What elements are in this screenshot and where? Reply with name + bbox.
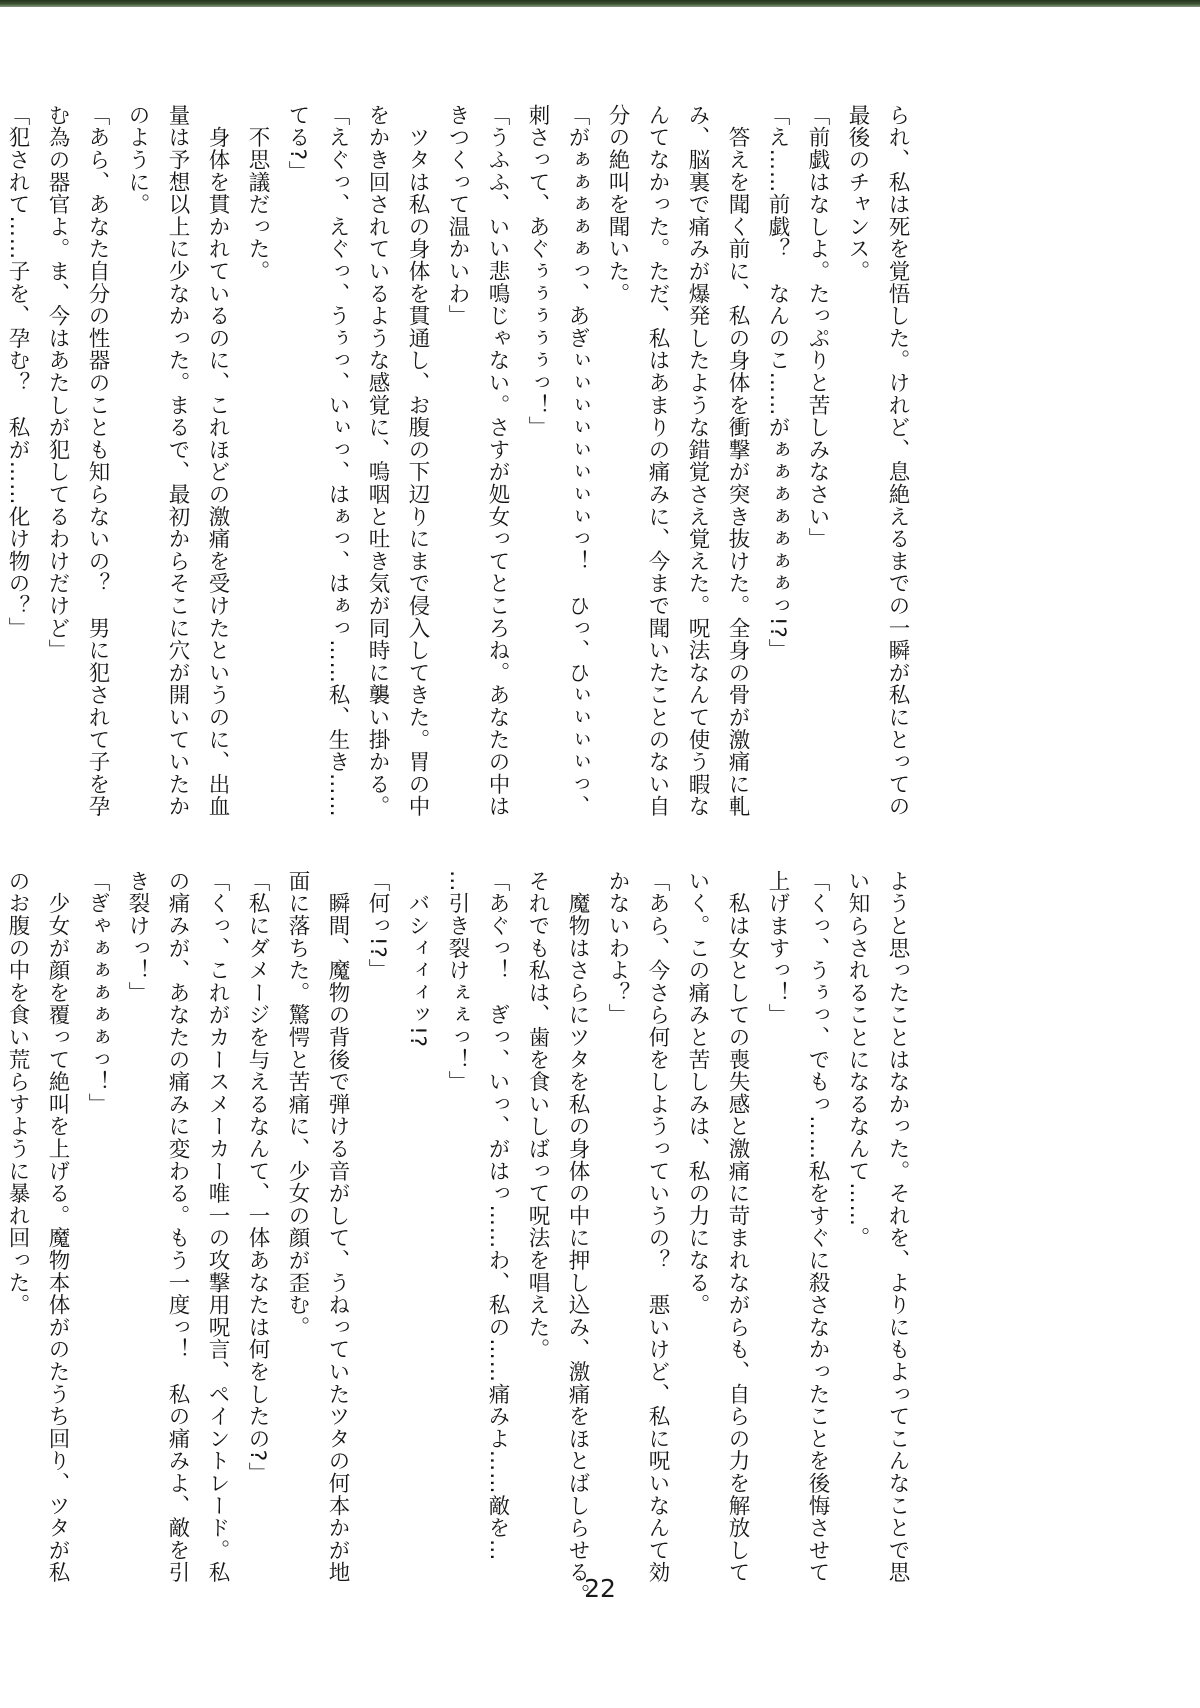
text-line: 身体を貫かれているのに、これほどの激痛を受けたというのに、出血 xyxy=(205,104,230,818)
text-line: 魔物はさらにツタを私の身体の中に押し込み、激痛をほとばしらせる。 xyxy=(565,870,590,1606)
text-line: 「え……前戯？ なんのこ……がぁぁぁぁぁぁぁっ!?」 xyxy=(765,104,790,661)
text-line: 「あら、あなた自分の性器のことも知らないの？ 男に犯されて子を孕 xyxy=(85,104,110,818)
text-line: られ、私は死を覚悟した。けれど、息絶えるまでの一瞬が私にとっての xyxy=(885,104,910,818)
text-line: をかき回されているような感覚に、嗚咽と吐き気が同時に襲い掛かる。 xyxy=(365,104,390,818)
page-number: 22 xyxy=(584,1574,616,1603)
text-line: き裂けっ！」 xyxy=(125,870,150,1004)
text-line: 面に落ちた。驚愕と苦痛に、少女の顔が歪む。 xyxy=(285,870,310,1339)
text-line: 分の絶叫を聞いた。 xyxy=(605,104,630,305)
text-line: 私は女としての喪失感と激痛に苛まれながらも、自らの力を解放して xyxy=(725,870,750,1584)
text-line: 「前戯はなしよ。たっぷりと苦しみなさい」 xyxy=(805,104,830,550)
text-line: ようと思ったことはなかった。それを、よりにもよってこんなことで思 xyxy=(885,870,910,1584)
text-line: 「犯されて……子を、孕む？ 私が……化け物の？」 xyxy=(5,104,30,640)
text-line: 最後のチャンス。 xyxy=(845,104,870,283)
text-line: てる?」 xyxy=(285,104,310,184)
text-line: んてなかった。ただ、私はあまりの痛みに、今まで聞いたことのない自 xyxy=(645,104,670,818)
text-line: それでも私は、歯を食いしばって呪法を唱えた。 xyxy=(525,870,550,1361)
text-line: のお腹の中を食い荒らすように暴れ回った。 xyxy=(5,870,30,1316)
text-line: 「ぎゃぁぁぁぁぁっ！」 xyxy=(85,870,110,1116)
text-line: いく。この痛みと苦しみは、私の力になる。 xyxy=(685,870,710,1316)
text-line: バシィィィッ!? xyxy=(405,870,430,1048)
text-line: い知らされることになるなんて……。 xyxy=(845,870,870,1250)
text-line: 「くっ、うぅっ、でもっ……私をすぐに殺さなかったことを後悔させて xyxy=(805,870,830,1584)
text-line: 「私にダメージを与えるなんて、一体あなたは何をしたの?」 xyxy=(245,870,270,1485)
text-line: 「くっ、これがカースメーカー唯一の攻撃用呪言、ペイントレード。私 xyxy=(205,870,230,1584)
text-line: 上げますっ！」 xyxy=(765,870,790,1027)
text-line: 「あら、今さら何をしようっていうの？ 悪いけど、私に呪いなんて効 xyxy=(645,870,670,1584)
page-top-edge xyxy=(0,0,1200,7)
text-line: 「何っ!?」 xyxy=(365,870,390,981)
text-line: む為の器官よ。ま、今はあたしが犯してるわけだけど」 xyxy=(45,104,70,662)
text-line: かないわよ？」 xyxy=(605,870,630,1027)
text-line: 答えを聞く前に、私の身体を衝撃が突き抜けた。全身の骨が激痛に軋 xyxy=(725,104,750,818)
text-line: 瞬間、魔物の背後で弾ける音がして、うねっていたツタの何本かが地 xyxy=(325,870,350,1584)
text-line: のように。 xyxy=(125,104,150,216)
text-line: 「がぁぁぁぁぁっ、あぎぃぃぃぃぃぃぃぃっ！ ひっ、ひぃぃぃぃっ、 xyxy=(565,104,590,818)
text-line: きつくって温かいわ」 xyxy=(445,104,470,327)
text-line: ツタは私の身体を貫通し、お腹の下辺りにまで侵入してきた。胃の中 xyxy=(405,104,430,818)
text-line: 「あぐっ！ ぎっ、いっ、がはっ……わ、私の……痛みよ……敵を… xyxy=(485,870,510,1562)
text-line: 量は予想以上に少なかった。まるで、最初からそこに穴が開いていたか xyxy=(165,104,190,818)
text-line: 刺さって、あぐぅぅぅぅぅっ！」 xyxy=(525,104,550,439)
upper-text-block xyxy=(5,104,917,834)
text-line: の痛みが、あなたの痛みに変わる。もう一度っ！ 私の痛みよ、敵を引 xyxy=(165,870,190,1584)
text-line: …引き裂けぇぇっ！」 xyxy=(445,870,470,1093)
text-line: 少女が顔を覆って絶叫を上げる。魔物本体がのたうち回り、ツタが私 xyxy=(45,870,70,1584)
text-line: 「うふふ、いい悲鳴じゃない。さすが処女ってところね。あなたの中は xyxy=(485,104,510,818)
text-line: 不思議だった。 xyxy=(245,104,270,283)
text-line: 「えぐっ、えぐっ、うぅっ、いぃっ、はぁっ、はぁっ……私、生き…… xyxy=(325,104,350,818)
text-line: み、脳裏で痛みが爆発したような錯覚さえ覚えた。呪法なんて使う暇な xyxy=(685,104,710,818)
